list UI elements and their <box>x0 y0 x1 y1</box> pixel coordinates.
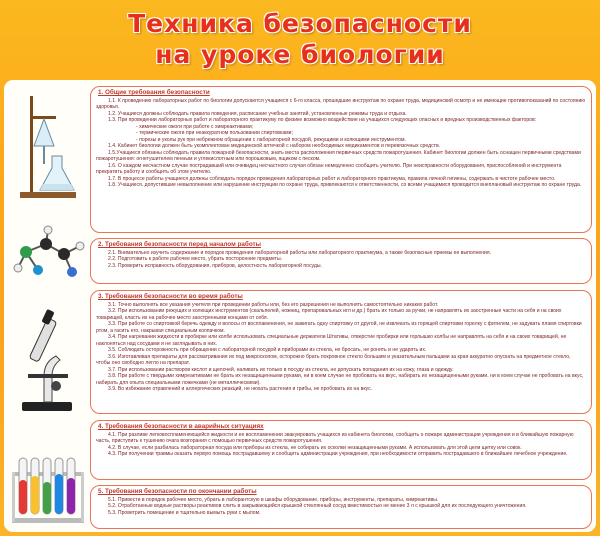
section-title: 4. Требования безопасности в аварийных ситуациях <box>98 423 264 430</box>
paragraph: 5.2. Отработанные водные растворы реактивов слить в закрывающийся крышкой стеклянный сосуд вместимостью не менее 3 л с крышкой для их последующего уничтожения. <box>108 503 527 510</box>
paragraph: 3.6. Изготавливая препараты для рассматривания их под микроскопом, осторожно брать покровное стекло большим и указательным пальцами за края аккуратно опускать на предметное стекло, чтобы оно свободно легло на препарат. <box>96 353 571 367</box>
microscope-icon <box>14 304 84 414</box>
paragraph: 5.1. Привести в порядок рабочее место, убрать в лаборантскую в шкафы оборудование, приборы, инструменты, препараты, химреактивы. <box>108 496 439 503</box>
section-before-work <box>90 238 592 284</box>
paragraph: 1.7. В процессе работы учащиеся должны соблюдать порядок проведения лабораторных работ и лабораторного практикума, правила личной гигиены, содержать в чистоте рабочее место. <box>108 175 556 182</box>
lab-stand-flask-icon <box>10 86 86 200</box>
paragraph: 3.4. При нагревании жидкости в пробирке или колбе использовать специальные держатели Штативы, отверстие пробирки или горлышко колбы не направлять на себя и на своих товарищей, не наклоняться над сосудами и не заглядывать в них. <box>96 334 567 347</box>
paragraph: 4.3. При получении травмы оказать первую помощь пострадавшему и сообщить администрации учреждения, при необходимости отправить пострадавшего в ближайшее лечебное учреждение. <box>108 451 568 458</box>
paragraph: 5.3. Проветрить помещение и тщательно вымыть руки с мылом. <box>108 509 261 516</box>
paragraph: 3.8. При работе с твердыми химреактивами не брать их незащищенными руками, ни в коем случае не пробовать на вкус, набирать их незащищенными руками, ни в коем случае не пробовать на вкус, набирать для опыта специальными ложечками (не металлическими). <box>96 373 584 386</box>
paragraph: 2.1. Внимательно изучить содержание и порядок проведения лабораторной работы или лабораторного практикума, а также безопасные приемы ее выполнения. <box>108 249 492 256</box>
paragraph: 1.6. О каждом несчастном случае пострадавший или очевидец несчастного случая обязан немедленно сообщить учителю. При неисправности оборудования, приспособлений и инструмента прекратить работу и сообщить об этом учителю. <box>96 162 562 176</box>
title-line-1: Техника безопасности <box>128 9 472 38</box>
section-general-requirements <box>90 86 592 233</box>
section-title: 5. Требования безопасности по окончании работы <box>98 488 257 495</box>
section-after-work <box>90 485 592 529</box>
paragraph: 3.3. При работе со спиртовкой беречь одежду и волосы от воспламенения, не зажигать одну спиртовку от другой, не извлекать из горящей спиртовки горелку с фитилем, не задувать пламя спиртовки ртом, а гасить его, накрывая специальным колпачком. <box>96 321 582 334</box>
paragraph: 4.1. При разливе легковоспламеняющейся жидкости и ее воспламенении эвакуировать учащихся из кабинета биологии, сообщить о пожаре администрации учреждения и в ближайшую пожарную часть, приступить к тушению очага возгорания с помощью первичных средств пожаротушения. <box>96 431 574 445</box>
molecule-icon <box>10 222 86 290</box>
content-panel <box>4 80 596 532</box>
bullet-item: - порезы и уколы рук при небрежном обращении с лабораторной посудой, режущими и колющими инструментом. <box>136 136 406 143</box>
title-line-2: на уроке биологии <box>155 40 445 69</box>
paragraph: 1.8. Учащиеся, допустившие невыполнение или нарушение инструкции по охране труда, привлекаются к ответственности, со всеми учащимися проводится внеплановый инструктаж по охране труда. <box>108 182 582 189</box>
section-title: 1. Общие требования безопасности <box>98 89 210 96</box>
paragraph: 3.7. При использовании растворов кислот и щелочей, наливать их только в посуду из стекла, не допускать попадания их на кожу, глаза и одежду. <box>108 366 454 373</box>
paragraph: 4.2. В случае, если разбилась лабораторная посуда или приборы из стекла, не собирать их осколки незащищенными руками. А использовать для этой цели щетку или совок. <box>108 444 522 451</box>
paragraph: 1.4. Кабинет биологии должен быть укомплектован медицинской аптечкой с набором необходимых медикаментов и перевязочных средств. <box>108 143 441 150</box>
section-emergency <box>90 420 592 480</box>
paragraph: 2.3. Проверить исправность оборудования, приборов, целостность лабораторной посуды. <box>108 262 322 269</box>
section-title: 3. Требования безопасности во время работы <box>98 293 243 300</box>
test-tube-rack-icon <box>10 452 86 526</box>
paragraph: 3.1. Точно выполнять все указания учителя при проведении работы или, без его разрешения не выполнять самостоятельно никаких работ. <box>108 301 439 308</box>
paragraph: 1.2. Учащиеся должны соблюдать правила поведения, расписание учебных занятий, установленные режимы труда и отдыха. <box>108 110 407 117</box>
paragraph: 1.3. При проведении лабораторных работ и лабораторного практикуму по физике возможно воздействие на учащихся следующих опасных и вредных производственных факторов: <box>108 117 537 124</box>
bullet-item: - химические ожоги при работе с химреактивами; <box>136 123 254 130</box>
poster-title <box>0 8 600 70</box>
paragraph: 2.2. Подготовить к работе рабочее место, убрать посторонние предметы. <box>108 256 283 263</box>
paragraph: 3.9. Во избежание отравлений и аллергических реакций, не нюхать растения и грибы, не пробовать их на вкус. <box>108 386 373 393</box>
section-title: 2. Требования безопасности перед началом работы <box>98 241 261 248</box>
paragraph: 3.2. При использовании режущих и колющих инструментов (скальпелей, ножниц, препаровальных игл и др.) брать их только за ручки, не направлять их заостренные части на себя и на своих товарищей, класть их на рабочее место заостренными концами от себя. <box>96 308 562 321</box>
bullet-item: - термические ожоги при неаккуратном пользовании спиртовками; <box>136 130 293 137</box>
paragraph: 1.5.Учащиеся обязаны соблюдать правила пожарной безопасности, знать места расположения первичных средств пожаротушения. Кабинет биологии должен быть оснащен первичными средствами пожаротушения: огнетушителем пенным и углекислотным или порошковым, ящиком с песком. <box>96 149 581 163</box>
section-during-work <box>90 290 592 414</box>
paragraph: 3.5. Соблюдать осторожность при обращении с лабораторной посудой и приборами из стекла, не бросать, не ронять и не ударять их. <box>108 347 427 354</box>
paragraph: 1.1. К проведению лабораторных работ по биологии допускаются учащиеся с 6-го класса, прошедшие инструктаж по охране труда, медицинский осмотр и не имеющие противопоказаний по состоянию здоровья. <box>96 97 586 111</box>
